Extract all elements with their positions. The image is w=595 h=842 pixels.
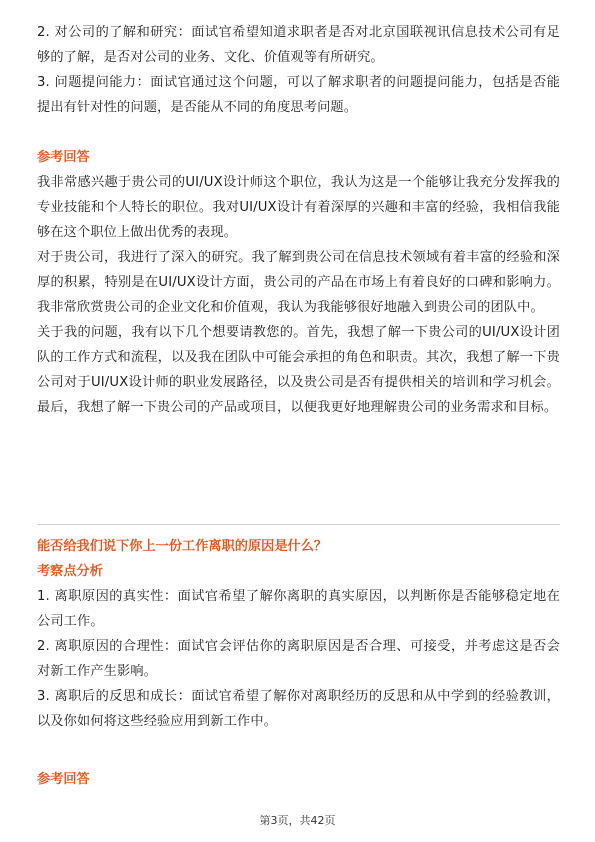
answer-paragraph: 对于贵公司，我进行了深入的研究。我了解到贵公司在信息技术领域有着丰富的经验和深厚的积累，特别是在UI/UX设计方面，贵公司的产品在市场上有着良好的口碑和影响力。我非常欣赏贵公司的企业文化和价值观，我认为我能够很好地融入到贵公司的团队中。 — [37, 250, 560, 315]
section-divider — [37, 524, 560, 525]
analysis-point-3: 3. 离职后的反思和成长：面试官希望了解你对离职经历的反思和从中学到的经验教训，以及你如何将这些经验应用到新工作中。 — [37, 689, 560, 729]
page-number: 第3页，共42页 — [259, 814, 336, 827]
analysis-heading: 考察点分析 — [37, 564, 103, 579]
answer-paragraph: 关于我的问题，我有以下几个想要请教您的。首先，我想了解一下贵公司的UI/UX设计团队的工作方式和流程，以及我在团队中可能会承担的角色和职责。其次，我想了解一下贵公司对于UI/UX设计师的职业发展路径，以及贵公司是否有提供相关的培训和学习机会。最后，我想了解一下贵公司的产品或项目，以便我更好地理解贵公司的业务需求和目标。 — [37, 325, 560, 415]
answer-section-1 — [37, 145, 560, 420]
answer-paragraph: 我非常感兴趣于贵公司的UI/UX设计师这个职位，我认为这是一个能够让我充分发挥我的专业技能和个人特长的职位。我对UI/UX设计有着深厚的兴趣和丰富的经验，我相信我能够在这个职位上做出优秀的表现。 — [37, 175, 560, 240]
answer-heading-2: 参考回答 — [37, 772, 90, 787]
question-section-2 — [37, 534, 560, 734]
intro-points — [37, 20, 560, 120]
intro-point-3: 3. 问题提问能力：面试官通过这个问题，可以了解求职者的问题提问能力，包括是否能提出有针对性的问题，是否能从不同的角度思考问题。 — [37, 75, 560, 115]
answer-heading: 参考回答 — [37, 150, 90, 165]
question-title: 能否给我们说下你上一份工作离职的原因是什么？ — [37, 539, 328, 554]
analysis-point-1: 1. 离职原因的真实性：面试官希望了解你离职的真实原因，以判断你是否能够稳定地在公司工作。 — [37, 589, 560, 629]
analysis-point-2: 2. 离职原因的合理性：面试官会评估你的离职原因是否合理、可接受，并考虑这是否会对新工作产生影响。 — [37, 639, 560, 679]
intro-point-2: 2. 对公司的了解和研究：面试官希望知道求职者是否对北京国联视讯信息技术公司有足够的了解，是否对公司的业务、文化、价值观等有所研究。 — [37, 25, 560, 65]
